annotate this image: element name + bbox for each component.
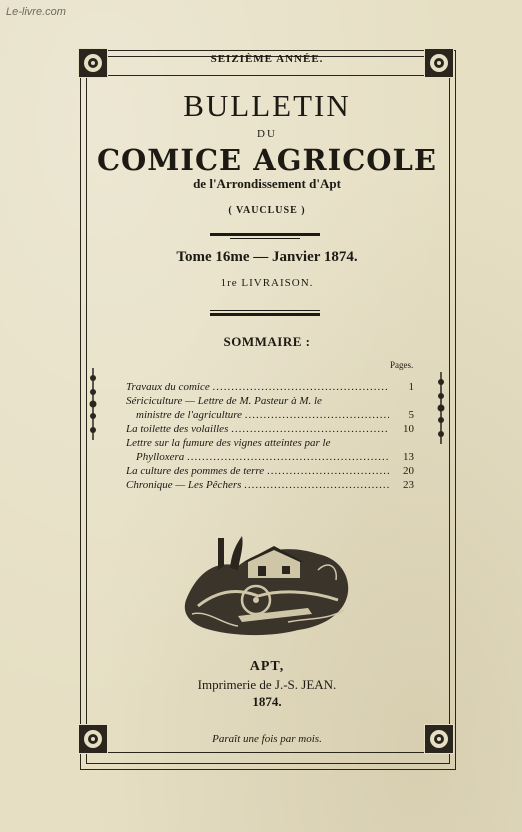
- publication-frequency: Paraît une fois par mois.: [212, 733, 322, 745]
- leader-dots: [213, 380, 389, 394]
- toc-entry-page: 10: [403, 423, 414, 435]
- edition-label: SEIZIÈME ANNÉE.: [210, 53, 324, 65]
- toc-entry-title: Travaux du comice: [126, 381, 210, 393]
- toc-entry-title: Sériciculture — Lettre de M. Pasteur à M. le: [126, 395, 322, 407]
- toc-entry-continuation: ministre de l'agriculture: [136, 409, 243, 421]
- page-title: BULLETIN: [183, 88, 351, 123]
- toc-entry: [126, 464, 414, 478]
- ornamental-rule: [210, 233, 320, 236]
- leader-dots: [187, 450, 389, 464]
- toc-entry: [126, 422, 414, 436]
- farm-vignette-illustration: [178, 530, 356, 642]
- toc-entry: [126, 450, 414, 464]
- toc-entry: [126, 478, 414, 492]
- imprint-printer: Imprimerie de J.-S. JEAN.: [197, 677, 337, 692]
- header-rule: [86, 75, 448, 76]
- department-label: ( VAUCLUSE ): [228, 205, 306, 216]
- side-ornament-icon: [436, 372, 446, 444]
- district-label: de l'Arrondissement d'Apt: [193, 176, 341, 191]
- toc-entry: [126, 380, 414, 394]
- ornamental-rule: [210, 313, 320, 316]
- toc-entry-title: La toilette des volailles: [126, 423, 229, 435]
- toc-entry-page: 5: [408, 409, 414, 421]
- toc-entry-page: 20: [403, 465, 414, 477]
- watermark: Le-livre.com: [6, 6, 66, 18]
- leader-dots: [267, 464, 389, 478]
- leader-dots: [244, 478, 389, 492]
- toc-entry-title: La culture des pommes de terre: [126, 465, 265, 477]
- leader-dots: [231, 422, 389, 436]
- toc-entry-page: 13: [403, 451, 414, 463]
- leader-dots: [245, 408, 389, 422]
- toc-entry-continuation: Phylloxera: [136, 451, 185, 463]
- issue-label: 1re LIVRAISON.: [220, 277, 314, 289]
- imprint-year: 1874.: [252, 694, 282, 709]
- toc-entry: [126, 408, 414, 422]
- table-of-contents: [126, 380, 414, 492]
- title-connector: DU: [257, 128, 277, 140]
- side-ornament-icon: [88, 368, 98, 440]
- toc-entry-page: 23: [403, 479, 414, 491]
- page-subtitle: COMICE AGRICOLE: [96, 143, 438, 177]
- toc-entry-title: Lettre sur la fumure des vignes atteintes par le: [126, 437, 331, 449]
- contents-heading: SOMMAIRE :: [223, 334, 311, 349]
- ornamental-rule: [230, 238, 300, 239]
- volume-label: Tome 16me — Janvier 1874.: [176, 249, 358, 265]
- imprint-city: APT,: [249, 659, 285, 674]
- toc-entry-title: Chronique — Les Pêchers: [126, 479, 242, 491]
- toc-entry-page: 1: [408, 381, 414, 393]
- ornamental-rule: [210, 310, 320, 311]
- footer-rule: [86, 752, 448, 753]
- pages-column-label: Pages.: [390, 360, 414, 370]
